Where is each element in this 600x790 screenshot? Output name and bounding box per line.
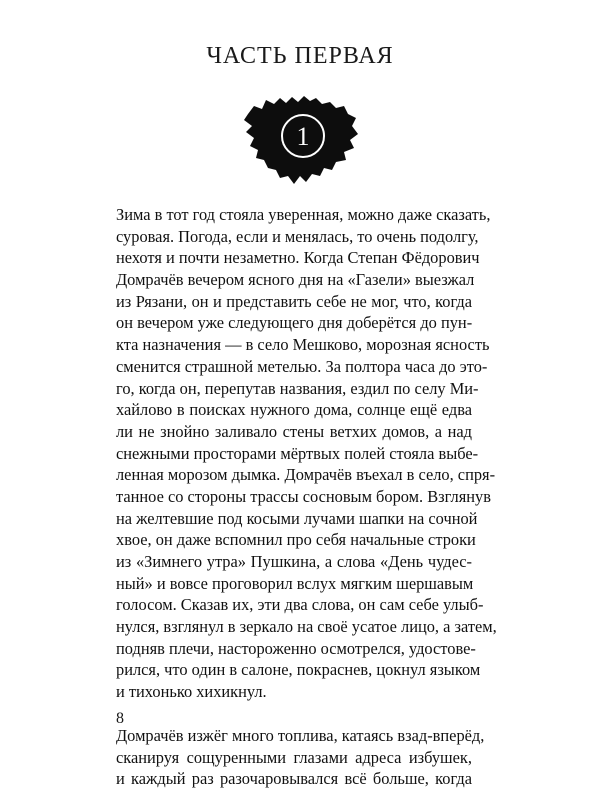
text-line: танное со стороны трассы сосновым бором. Взглянув	[116, 486, 491, 506]
body-text	[116, 204, 497, 790]
text-line: нехотя и почти незаметно. Когда Степан Фёдорович	[116, 248, 480, 268]
text-line: ный» и вовсе проговорил вслух мягким шершавым	[116, 573, 474, 593]
text-line: из «Зимнего утра» Пушкина, а слова «День чудес-	[116, 552, 472, 571]
text-line: на желтевшие под косыми лучами шапки на сочной	[116, 508, 478, 528]
text-line: Домрачёв изжёг много топлива, катаясь взад-вперёд,	[116, 725, 485, 745]
text-line: ли не знойно заливало стены ветхих домов, а над	[116, 421, 472, 441]
text-line: го, когда он, перепутав названия, ездил по селу Ми-	[116, 378, 479, 398]
text-line: он вечером уже следующего дня доберётся до пун-	[116, 313, 473, 333]
text-line: голосом. Сказав их, эти два слова, он сам себе улыб-	[116, 595, 484, 615]
paragraph-1	[116, 204, 497, 703]
text-line: Зима в тот год стояла уверенная, можно даже сказать,	[116, 205, 491, 224]
paragraph-2	[116, 725, 485, 790]
text-line: нулся, взглянул в зеркало на своё усатое лицо, а затем,	[116, 617, 497, 637]
text-line: из Рязани, он и представить себе не мог, что, когда	[116, 291, 472, 311]
text-line: суровая. Погода, если и менялась, то очень подолгу,	[116, 226, 479, 246]
text-line: хайлово в поисках нужного дома, солнце ещё едва	[116, 400, 472, 420]
page-number: 8	[116, 710, 124, 727]
text-line: рился, что один в салоне, покраснев, цокнул языком	[116, 660, 481, 680]
ink-blot-icon	[240, 94, 364, 190]
text-line: хвое, он даже вспомнил про себя начальные строки	[116, 530, 476, 550]
chapter-number: 1	[296, 122, 310, 151]
paragraph-gap	[116, 703, 472, 725]
text-line: Домрачёв вечером ясного дня на «Газели» выезжал	[116, 270, 475, 290]
text-line: снежными просторами мёртвых полей стояла выбе-	[116, 443, 479, 463]
text-line: кта назначения — в село Мешково, морозная ясность	[116, 335, 490, 355]
chapter-ink-blot	[240, 94, 364, 190]
text-line: ленная морозом дымка. Домрачёв въехал в село, спря-	[116, 465, 496, 485]
part-title: ЧАСТЬ ПЕРВАЯ	[206, 43, 394, 69]
text-line: и каждый раз разочаровывался всё больше, когда	[116, 769, 472, 789]
text-line: сменится страшной метелью. За полтора часа до это-	[116, 356, 488, 376]
text-line: подняв плечи, настороженно осмотрелся, удостове-	[116, 638, 476, 658]
text-line: и тихонько хихикнул.	[116, 682, 267, 702]
text-line: сканируя сощуренными глазами адреса избушек,	[116, 747, 472, 767]
